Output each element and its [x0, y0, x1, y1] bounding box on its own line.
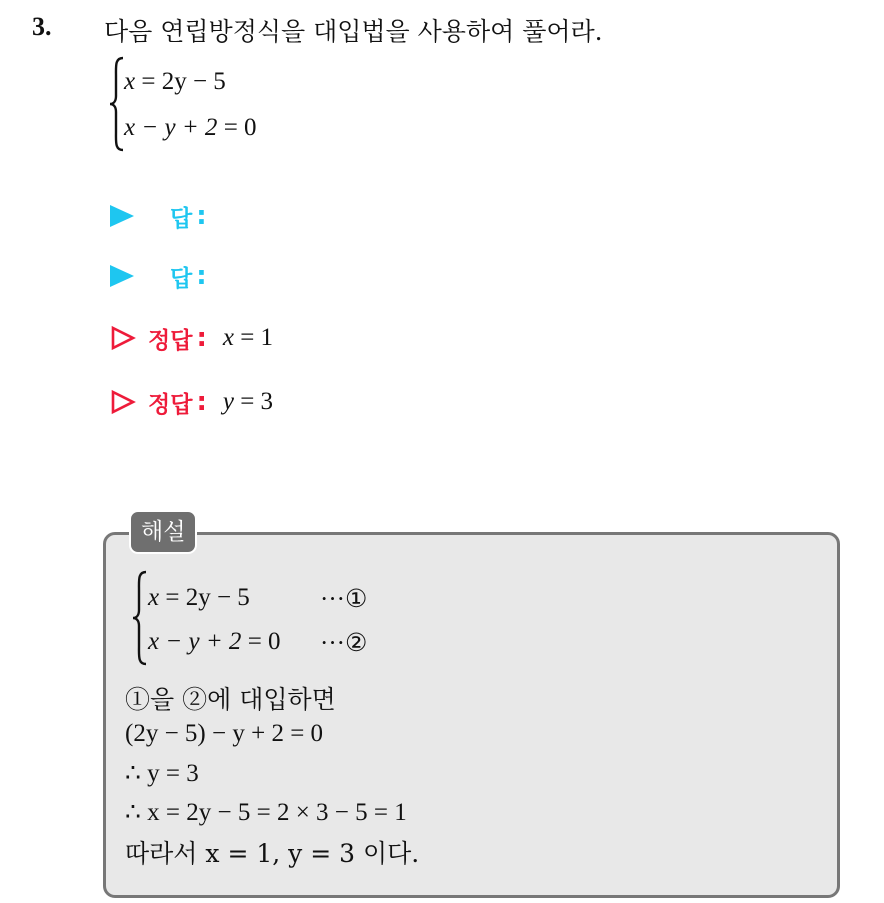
question-equation-2: x − y + 2 = 0 — [124, 114, 257, 141]
answer-colon: : — [196, 201, 207, 231]
answer-colon: : — [196, 387, 207, 417]
explanation-equation-2: x − y + 2 = 0 — [148, 628, 281, 655]
outline-triangle-icon — [110, 325, 136, 351]
correct-answer-label: 정답 — [148, 327, 193, 354]
explanation-line: ①을 ②에 대입하면 — [125, 685, 336, 714]
question-equation-1: x = 2y − 5 — [124, 68, 226, 95]
play-triangle-icon — [110, 265, 134, 287]
explanation-line: ∴ y = 3 — [125, 760, 199, 787]
outline-triangle-icon — [110, 389, 136, 415]
explanation-tag: 해설 — [129, 510, 197, 554]
answer-colon: : — [196, 261, 207, 291]
explanation-equation-1: x = 2y − 5 — [148, 584, 250, 611]
explanation-line: ∴ x = 2y − 5 = 2 × 3 − 5 = 1 — [125, 799, 407, 826]
question-number: 3. — [32, 12, 52, 41]
correct-answer-value: y = 3 — [222, 388, 274, 415]
question-text: 다음 연립방정식을 대입법을 사용하여 풀어라. — [104, 17, 603, 46]
explanation-line: 따라서 x = 1, y = 3 이다. — [125, 839, 420, 868]
play-triangle-icon — [110, 205, 134, 227]
left-brace-icon — [131, 570, 149, 666]
equation-ref-2: ···② — [320, 630, 368, 657]
correct-answer-row — [110, 384, 273, 420]
equation-ref-1: ···① — [320, 586, 368, 613]
answer-colon: : — [196, 323, 207, 353]
answer-label: 답 — [170, 205, 193, 232]
correct-answer-value: x = 1 — [222, 324, 274, 351]
explanation-line: (2y − 5) − y + 2 = 0 — [125, 720, 324, 747]
answer-row — [110, 198, 223, 234]
correct-answer-row — [110, 320, 273, 356]
answer-label: 답 — [170, 265, 193, 292]
answer-row — [110, 258, 223, 294]
correct-answer-label: 정답 — [148, 391, 193, 418]
